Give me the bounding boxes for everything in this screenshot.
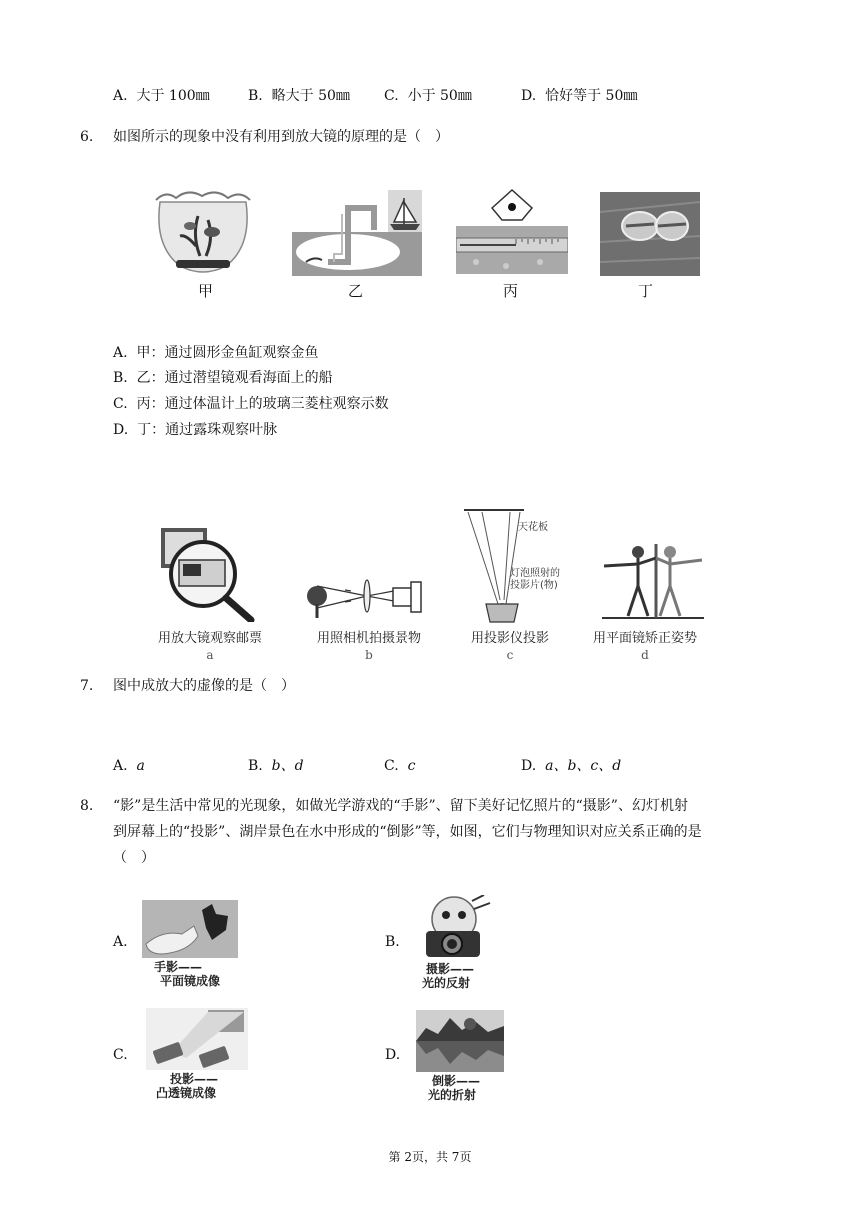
- thermometer-figure: [456, 186, 568, 276]
- letter-d: d: [641, 648, 649, 662]
- letter-b: b: [365, 648, 373, 662]
- projector-figure: [460, 504, 570, 624]
- q7-option-b: B. b、d: [248, 758, 304, 774]
- q8-option-a-letter: A.: [113, 934, 128, 950]
- caption-d: 用平面镜矫正姿势: [592, 631, 697, 646]
- q6-number: 6.: [80, 129, 94, 145]
- q8-number: 8.: [80, 798, 94, 814]
- q8-a-caption: 手影—— 平面镜成像: [154, 960, 221, 988]
- periscope-figure: [292, 190, 422, 276]
- q8-option-c-letter: C.: [113, 1047, 128, 1063]
- q5-option-a: A. 大于 100㎜: [113, 88, 210, 104]
- q5-option-d: D. 恰好等于 50㎜: [521, 88, 638, 104]
- q8-stem-line-1: “影”是生活中常见的光现象，如做光学游戏的“手影”、留下美好记忆照片的“摄影”、幻灯机射: [113, 798, 688, 814]
- q7-option-c: C. c: [384, 758, 416, 774]
- q8-option-d-letter: D.: [385, 1047, 401, 1063]
- q6-option-c: C. 丙：通过体温计上的玻璃三菱柱观察示数: [113, 396, 389, 412]
- q7-number: 7.: [80, 678, 94, 694]
- q7-option-a: A. a: [113, 758, 145, 774]
- hand-shadow-figure: [142, 900, 238, 958]
- camera-scene-figure: [303, 574, 428, 622]
- goldfish-bowl-figure: [150, 186, 256, 276]
- q6-option-d: D. 丁：通过露珠观察叶脉: [113, 422, 278, 438]
- ceiling-label: 天花板: [518, 522, 548, 533]
- lake-reflection-figure: [416, 1010, 504, 1072]
- caption-c: 用投影仪投影: [470, 631, 549, 646]
- dewdrop-leaf-figure: [600, 192, 700, 276]
- q7-stem: 图中成放大的虚像的是（ ）: [113, 678, 295, 694]
- q5-option-b: B. 略大于 50㎜: [248, 88, 350, 104]
- q8-stem-line-2: 到屏幕上的“投影”、湖岸景色在水中形成的“倒影”等，如图，它们与物理知识对应关系正确的是: [113, 824, 702, 840]
- figure-label-ding: 丁: [638, 282, 654, 300]
- caption-a: 用放大镜观察邮票: [157, 631, 262, 646]
- figure-label-jia: 甲: [198, 282, 214, 300]
- q5-option-c: C. 小于 50㎜: [384, 88, 472, 104]
- q6-option-b: B. 乙：通过潜望镜观看海面上的船: [113, 370, 333, 386]
- mirror-posture-figure: [598, 540, 708, 622]
- photographer-cartoon-figure: [410, 895, 500, 963]
- magnifier-stamp-figure: [155, 522, 265, 622]
- q8-b-caption: 摄影—— 光的反射: [422, 962, 475, 990]
- q7-option-d: D. a、b、c、d: [521, 758, 622, 774]
- letter-c: c: [506, 648, 514, 662]
- slide-label: 灯泡照射的投影片(物): [510, 568, 560, 591]
- q8-d-caption: 倒影—— 光的折射: [428, 1074, 481, 1102]
- q6-option-a: A. 甲：通过圆形金鱼缸观察金鱼: [113, 345, 319, 361]
- caption-b: 用照相机拍摄景物: [316, 631, 421, 646]
- figure-label-yi: 乙: [348, 282, 364, 300]
- q8-stem-line-3: （ ）: [113, 850, 155, 866]
- projector-devices-figure: [146, 1008, 248, 1070]
- q8-option-b-letter: B.: [385, 934, 400, 950]
- page-number-footer: 第 2页，共 7页: [388, 1150, 472, 1164]
- q8-c-caption: 投影—— 凸透镜成像: [156, 1072, 219, 1100]
- q6-stem: 如图所示的现象中没有利用到放大镜的原理的是（ ）: [113, 129, 449, 145]
- letter-a: a: [206, 648, 214, 662]
- figure-label-bing: 丙: [503, 282, 519, 300]
